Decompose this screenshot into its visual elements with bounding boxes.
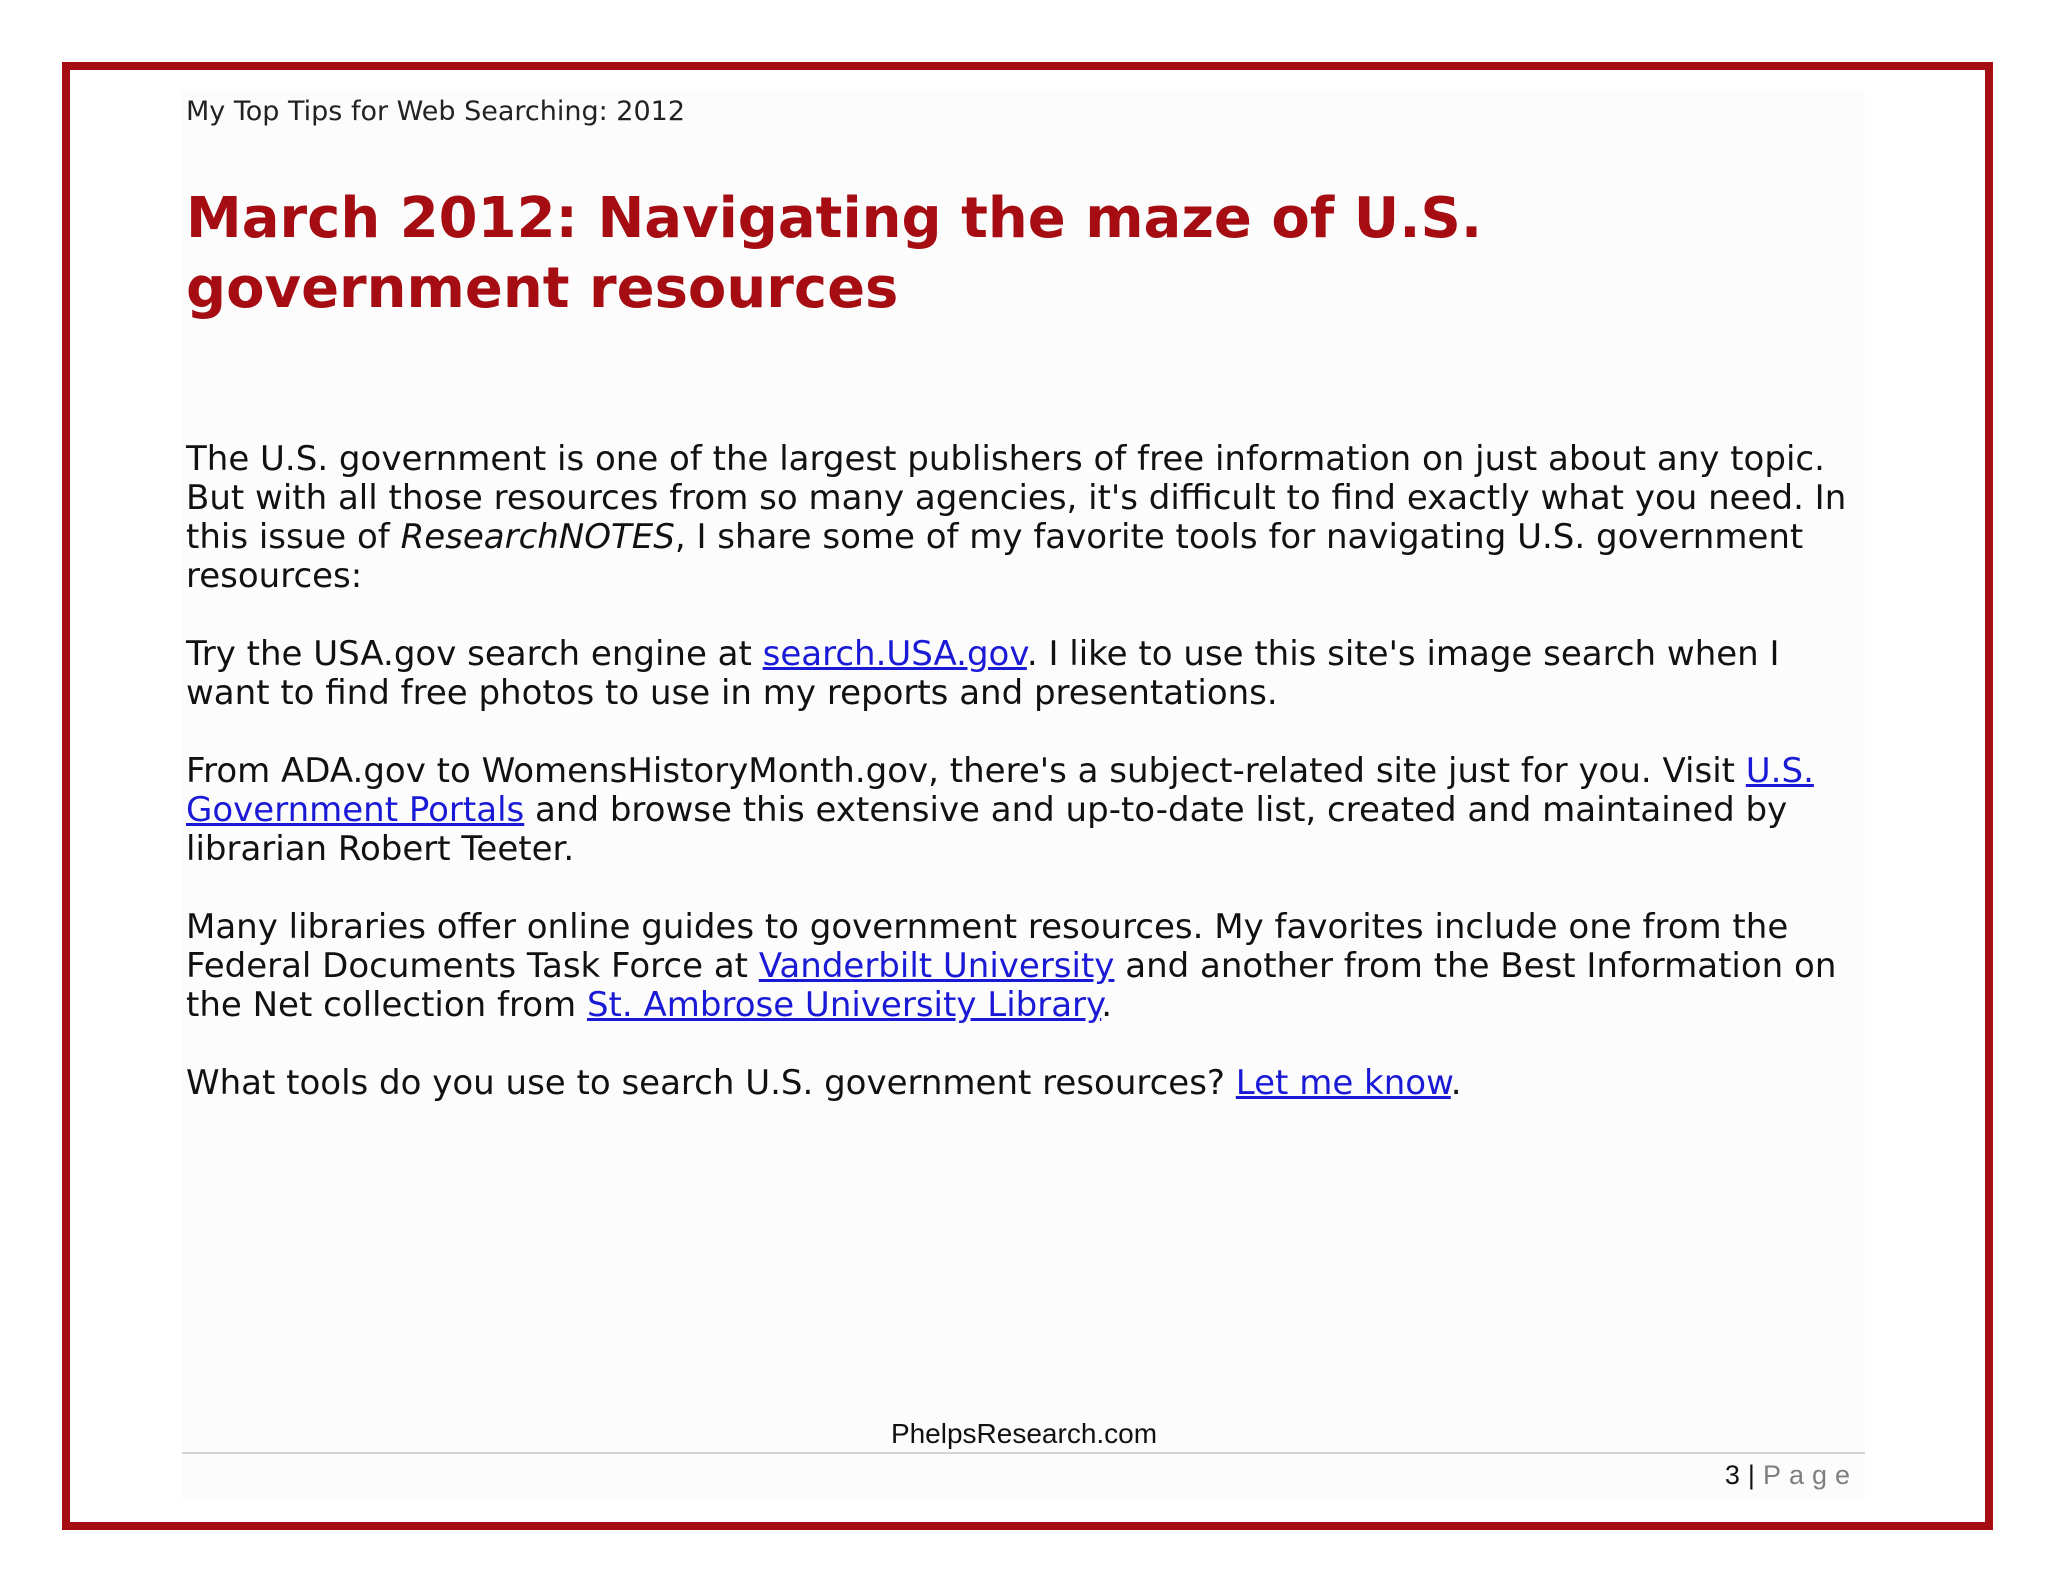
paragraph-intro	[186, 440, 1871, 596]
paragraph-text: .	[1101, 985, 1113, 1025]
paragraph-text: Try the USA.gov search engine at	[186, 634, 763, 674]
footer-divider	[182, 1452, 1865, 1454]
paragraph-usa-gov	[186, 635, 1871, 713]
paragraph-text: and another from the Best Information on the Net collection from	[186, 946, 1837, 1025]
vanderbilt-university-link[interactable]: Vanderbilt University	[758, 946, 1115, 986]
paragraph-text: , I share some of my favorite tools for navigating U.S. government resources:	[186, 517, 1804, 596]
paragraph-text: What tools do you use to search U.S. government resources?	[186, 1063, 1236, 1103]
paragraph-portals	[186, 752, 1871, 869]
paragraph-text: Many libraries offer online guides to government resources. My favorites include one from the Federal Documents Task Force at	[186, 907, 1789, 986]
page-label: Page	[1762, 1460, 1858, 1490]
page-number-value: 3	[1724, 1460, 1740, 1490]
paragraph-text: . I like to use this site's image search when I want to find free photos to use in my reports and presentations.	[186, 634, 1780, 713]
article-body	[186, 440, 1871, 1142]
paragraph-text: The U.S. government is one of the largest publishers of free information on just about any topic. But with all those resources from so many agencies, it's difficult to find exactly what you need. In this issue of	[186, 439, 1847, 557]
st-ambrose-library-link[interactable]: St. Ambrose University Library	[586, 985, 1102, 1025]
footer-site-name: PhelpsResearch.com	[890, 1418, 1158, 1449]
page-number-separator: |	[1747, 1460, 1755, 1490]
paragraph-text: and browse this extensive and up-to-date list, created and maintained by librarian Robert Teeter.	[186, 790, 1788, 869]
paragraph-text: .	[1450, 1063, 1462, 1103]
paragraph-text: From ADA.gov to WomensHistoryMonth.gov, there's a subject-related site just for you. Visit	[186, 751, 1746, 791]
page-title: March 2012: Navigating the maze of U.S. government resources	[186, 186, 1483, 321]
running-header: My Top Tips for Web Searching: 2012	[186, 96, 686, 127]
search-usa-gov-link[interactable]: search.USA.gov	[762, 634, 1027, 674]
let-me-know-link[interactable]: Let me know	[1235, 1063, 1451, 1103]
paragraph-libraries	[186, 908, 1871, 1025]
publication-name: ResearchNOTES	[400, 517, 675, 557]
paragraph-question	[186, 1064, 1871, 1103]
government-portals-link[interactable]: U.S. Government Portals	[186, 751, 1814, 830]
page-number	[1725, 1460, 1858, 1491]
